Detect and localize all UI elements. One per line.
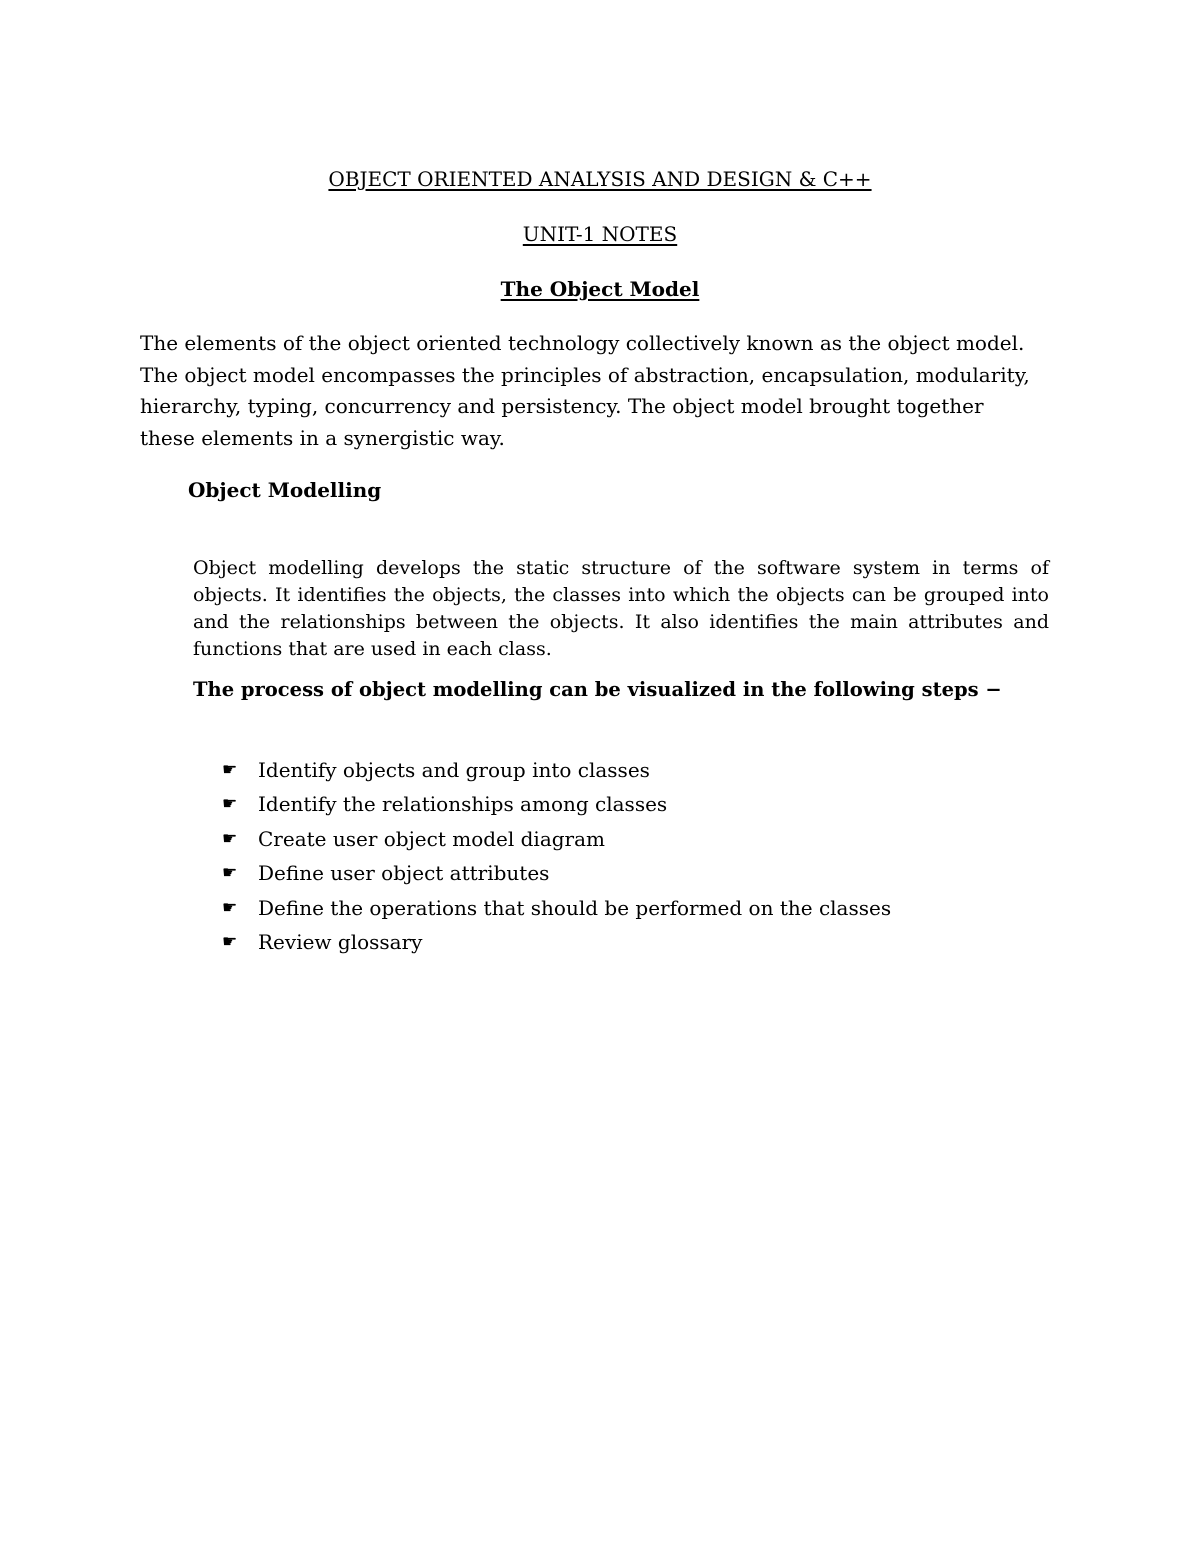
list-item <box>222 896 891 930</box>
list-item <box>222 861 891 895</box>
step-text: Create user object model diagram <box>258 826 606 851</box>
step-text: Define the operations that should be performed on the classes <box>258 895 892 920</box>
document-title: OBJECT ORIENTED ANALYSIS AND DESIGN & C++ <box>328 167 872 191</box>
subsection-title: Object Modelling <box>188 478 382 502</box>
list-item <box>222 758 891 792</box>
section-title: The Object Model <box>500 277 700 301</box>
description-paragraph: Object modelling develops the static structure of the software system in terms of objects. It identifies the objects, the classes into which the objects can be grouped into and the relationships between the objects. It also identifies the main attributes and functions that are used in each class. <box>193 557 1049 660</box>
pointing-hand-icon: ☛ <box>222 897 238 918</box>
step-text: Review glossary <box>258 929 423 954</box>
list-item <box>222 827 891 861</box>
intro-paragraph: The elements of the object oriented technology collectively known as the object model. The object model encompasses the principles of abstraction, encapsulation, modularity, hierarchy, typing, concurrency and persistency. The object model brought together these elements in a synergistic way. <box>140 331 1030 450</box>
unit-heading: UNIT-1 NOTES <box>522 222 678 246</box>
pointing-hand-icon: ☛ <box>222 760 238 780</box>
pointing-hand-icon: ☛ <box>222 863 238 884</box>
step-text: Identify objects and group into classes <box>258 758 650 782</box>
step-text: Define user object attributes <box>258 861 550 886</box>
list-item <box>222 930 891 964</box>
pointing-hand-icon: ☛ <box>222 828 238 849</box>
pointing-hand-icon: ☛ <box>222 794 238 815</box>
step-text: Identify the relationships among classes <box>258 792 668 817</box>
list-item <box>222 792 891 826</box>
process-heading: The process of object modelling can be visualized in the following steps − <box>193 678 1002 701</box>
steps-list <box>222 758 891 964</box>
pointing-hand-icon: ☛ <box>222 931 238 952</box>
